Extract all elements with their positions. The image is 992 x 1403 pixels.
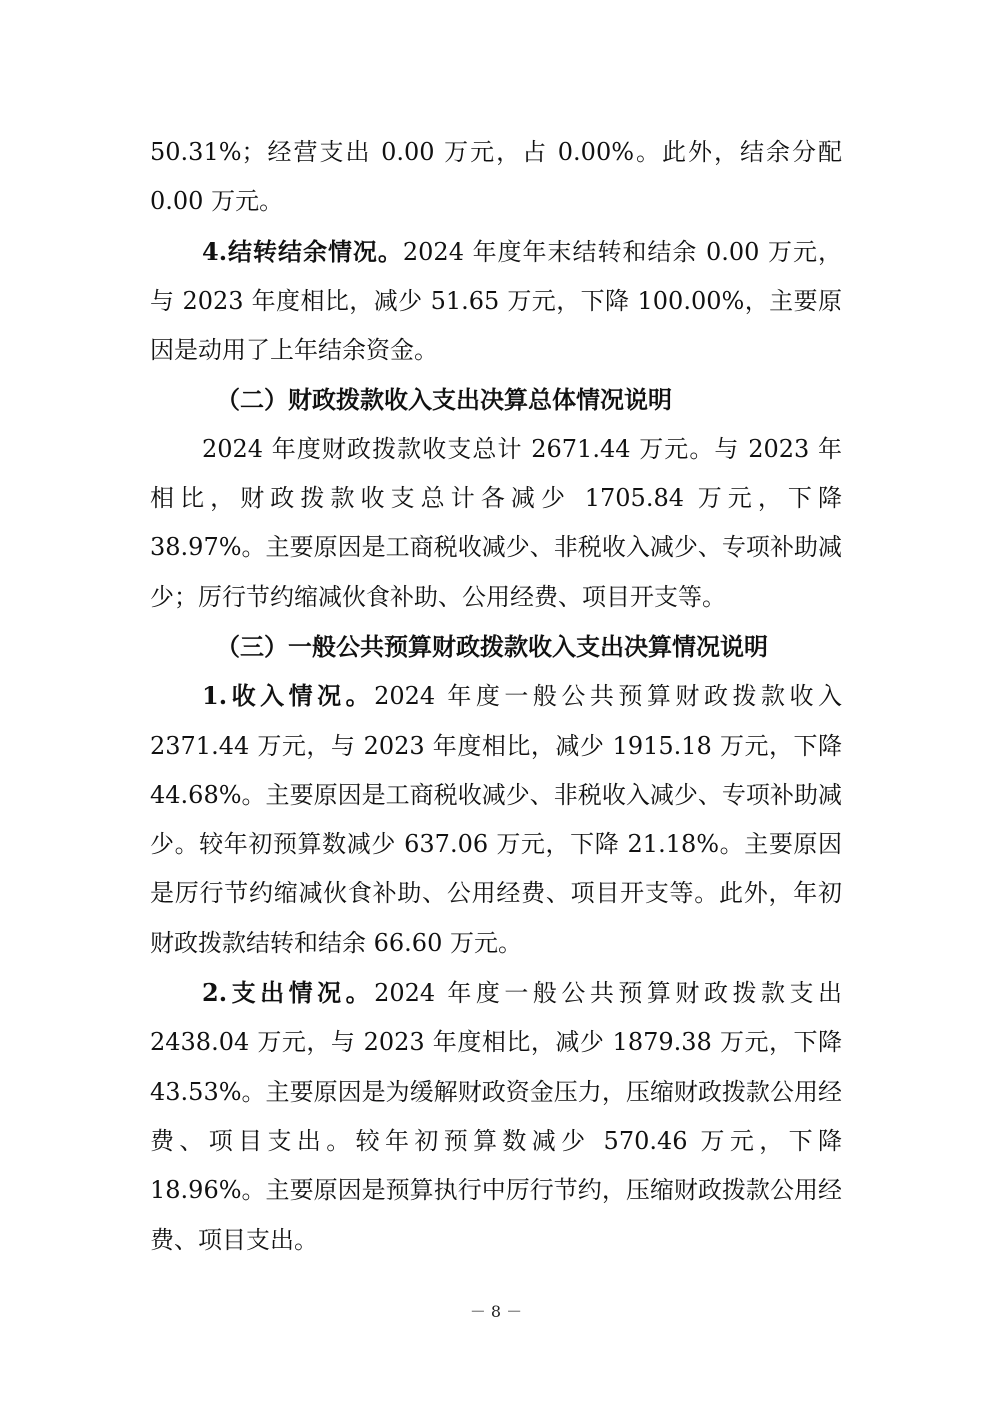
paragraph-carryover [150, 227, 842, 376]
expenditure-text: 2024 年度一般公共预算财政拨款支出 2438.04 万元，与 2023 年度相比，减少 1879.38 万元，下降 43.53%。主要原因是为缓解财政资金压力，压缩财政拨款公用经费、项目支出。较年初预算数减少 570.46 万元，下降 18.96%。主要原因是预算执行中厉行节约，压缩财政拨款公用经费、项目支出。 [150, 979, 842, 1254]
paragraph-expenditure [150, 968, 842, 1265]
section-heading-2: （二）财政拨款收入支出决算总体情况说明 [216, 385, 672, 415]
page-number: － 8 － [469, 1302, 523, 1321]
carryover-lead: 4.结转结余情况。 [202, 236, 403, 266]
paragraph-overall: 2024 年度财政拨款收支总计 2671.44 万元。与 2023 年相比，财政拨款收支总计各减少 1705.84 万元，下降 38.97%。主要原因是工商税收减少、非税收入减少、专项补助减少；厉行节约缩减伙食补助、公用经费、项目开支等。 [150, 434, 842, 611]
expenditure-lead: 2.支出情况。 [202, 978, 375, 1008]
body-text [150, 128, 842, 1265]
paragraph-expenditure-tail: 50.31%；经营支出 0.00 万元，占 0.00%。此外，结余分配 0.00 万元。 [150, 138, 842, 216]
income-lead: 1.收入情况。 [202, 681, 375, 711]
paragraph-income [150, 671, 842, 968]
income-text: 2024 年度一般公共预算财政拨款收入 2371.44 万元，与 2023 年度相比，减少 1915.18 万元，下降 44.68%。主要原因是工商税收减少、非税收入减少、专项补助减少。较年初预算数减少 637.06 万元，下降 21.18%。主要原因是厉行节约缩减伙食补助、公用经费、项目开支等。此外，年初财政拨款结转和结余 66.60 万元。 [150, 682, 842, 957]
carryover-text: 2024 年度年末结转和结余 0.00 万元，与 2023 年度相比，减少 51.65 万元，下降 100.00%，主要原因是动用了上年结余资金。 [150, 237, 842, 365]
section-heading-3: （三）一般公共预算财政拨款收入支出决算情况说明 [216, 631, 768, 661]
